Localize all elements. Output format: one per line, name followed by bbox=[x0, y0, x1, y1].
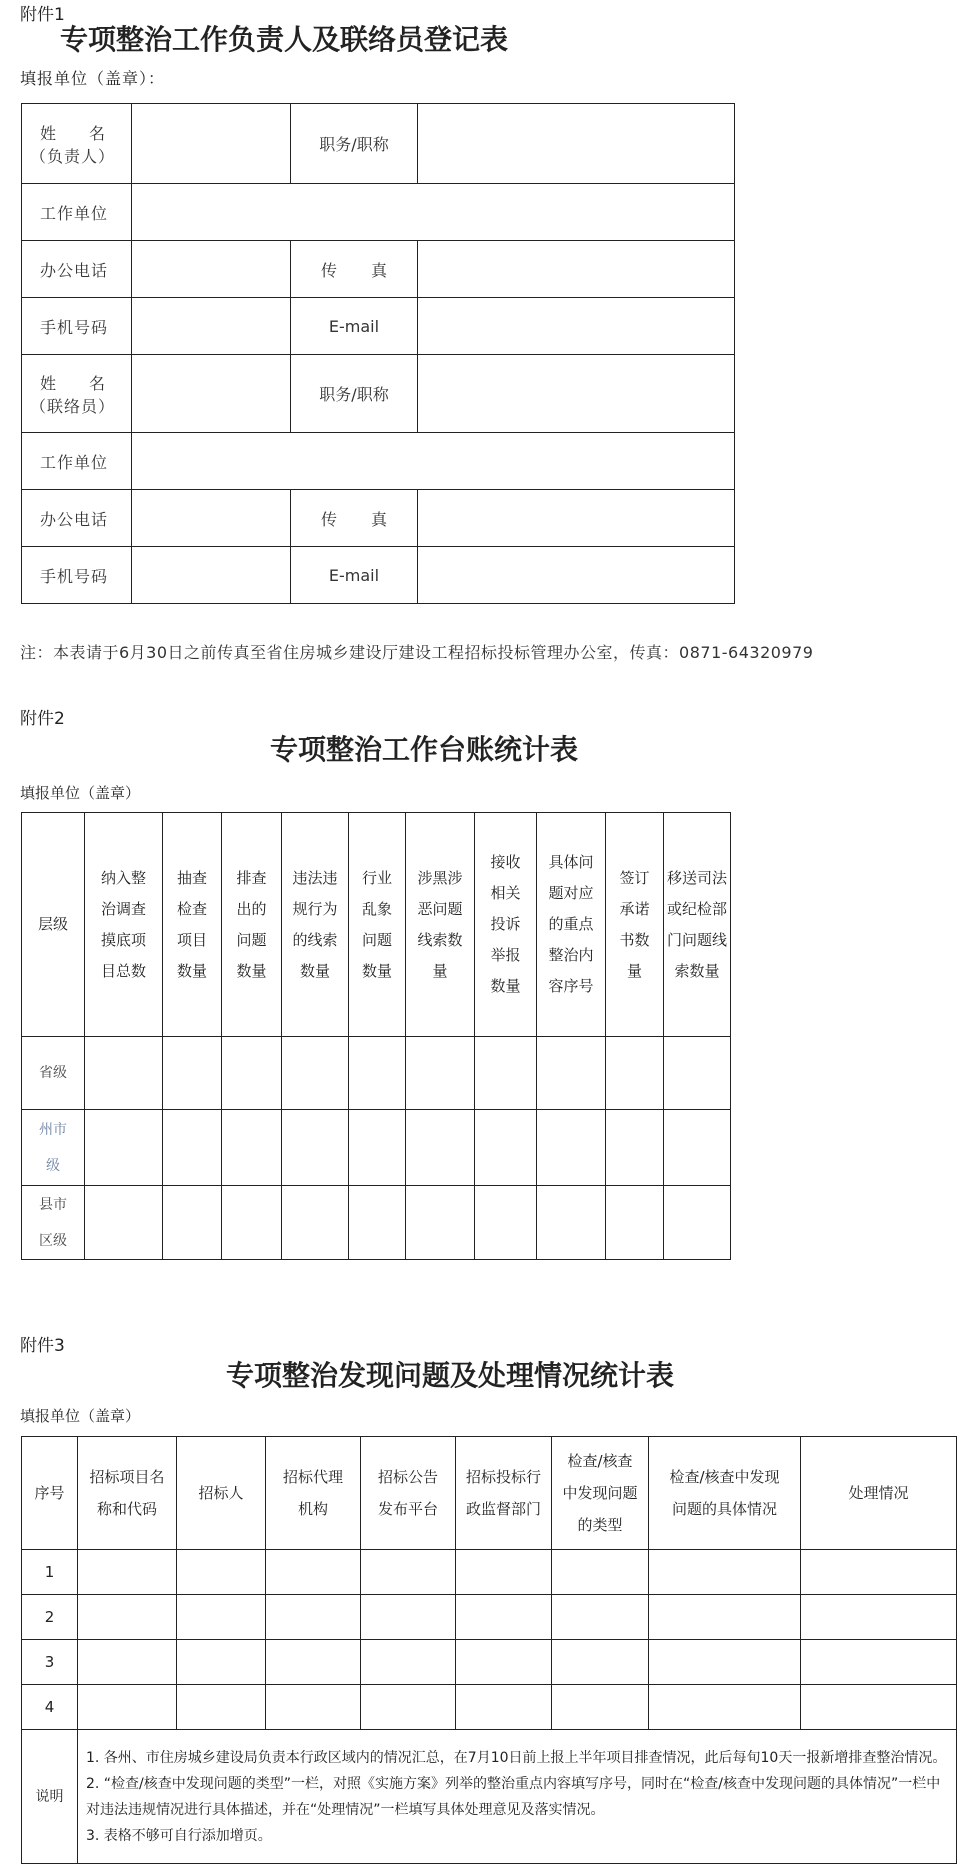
ledger-row-prefecture: 州市级 bbox=[22, 1110, 85, 1186]
liaison-email-cell bbox=[418, 547, 735, 604]
problems-table bbox=[21, 1436, 957, 1864]
problems-row-number: 1 bbox=[22, 1550, 78, 1595]
attachment-3-filling-unit: 填报单位（盖章） bbox=[20, 1407, 141, 1425]
liaison-name-cell bbox=[132, 355, 291, 433]
problems-header-number: 序号 bbox=[22, 1437, 78, 1550]
ledger-header-commitments: 签订承诺书数量 bbox=[606, 813, 664, 1037]
attachment-1-filling-unit: 填报单位（盖章）： bbox=[20, 69, 166, 88]
leader-email-label: E-mail bbox=[291, 298, 418, 355]
problems-header-platform: 招标公告发布平台 bbox=[361, 1437, 456, 1550]
leader-mobile-label: 手机号码 bbox=[22, 298, 132, 355]
leader-mobile-cell bbox=[132, 298, 291, 355]
leader-fax-cell bbox=[418, 241, 735, 298]
liaison-fax-cell bbox=[418, 490, 735, 547]
attachment-2-filling-unit: 填报单位（盖章） bbox=[20, 784, 141, 802]
liaison-email-label: E-mail bbox=[291, 547, 418, 604]
ledger-header-transferred-clues: 移送司法或纪检部门问题线索数量 bbox=[664, 813, 731, 1037]
leader-fax-label: 传 真 bbox=[291, 241, 418, 298]
liaison-office-phone-cell bbox=[132, 490, 291, 547]
liaison-position-cell bbox=[418, 355, 735, 433]
ledger-header-inspected-projects: 抽查检查项目数量 bbox=[163, 813, 222, 1037]
liaison-mobile-label: 手机号码 bbox=[22, 547, 132, 604]
ledger-header-industry-chaos: 行业乱象问题数量 bbox=[349, 813, 406, 1037]
ledger-table bbox=[21, 812, 731, 1260]
liaison-work-unit-label: 工作单位 bbox=[22, 433, 132, 490]
attachment-2-title: 专项整治工作台账统计表 bbox=[270, 733, 579, 766]
ledger-header-total-projects: 纳入整治调查摸底项目总数 bbox=[85, 813, 163, 1037]
liaison-position-label: 职务/职称 bbox=[291, 355, 418, 433]
liaison-name-label: 姓 名 （联络员） bbox=[22, 355, 132, 433]
liaison-mobile-cell bbox=[132, 547, 291, 604]
leader-office-phone-label: 办公电话 bbox=[22, 241, 132, 298]
ledger-header-problems-found: 排查出的问题数量 bbox=[222, 813, 282, 1037]
problems-header-tenderer: 招标人 bbox=[177, 1437, 266, 1550]
note-line-3: 3. 表格不够可自行添加增页。 bbox=[86, 1827, 272, 1844]
leader-name-label: 姓 名 （负责人） bbox=[22, 104, 132, 184]
attachment-3-tag: 附件3 bbox=[20, 1336, 65, 1356]
liaison-office-phone-label: 办公电话 bbox=[22, 490, 132, 547]
note-line-1: 1. 各州、市住房城乡建设局负责本行政区域内的情况汇总，在7月10日前上报上半年项目排查情况，此后每旬10天一报新增排查整治情况。 bbox=[86, 1749, 947, 1766]
note-line-2: 2. “检查/核查中发现问题的类型”一栏，对照《实施方案》列举的整治重点内容填写序号，同时在“检查/核查中发现问题的具体情况”一栏中对违法违规情况进行具体描述，并在“处理情况”一栏填写具体处理意见及落实情况。 bbox=[86, 1775, 941, 1818]
problems-row-number: 2 bbox=[22, 1595, 78, 1640]
registration-table bbox=[21, 103, 735, 604]
problems-header-handling: 处理情况 bbox=[801, 1437, 957, 1550]
problems-header-problem-type: 检查/核查中发现问题的类型 bbox=[552, 1437, 649, 1550]
leader-work-unit-cell bbox=[132, 184, 735, 241]
attachment-1-note: 注：本表请于6月30日之前传真至省住房城乡建设厅建设工程招标投标管理办公室，传真：0871-64320979 bbox=[20, 643, 814, 662]
ledger-header-content-number: 具体问题对应的重点整治内容序号 bbox=[537, 813, 606, 1037]
problems-header-agency: 招标代理机构 bbox=[266, 1437, 361, 1550]
ledger-row-province: 省级 bbox=[22, 1037, 85, 1110]
problems-row-number: 3 bbox=[22, 1640, 78, 1685]
attachment-2-tag: 附件2 bbox=[20, 709, 65, 729]
problems-header-supervisor: 招标投标行政监督部门 bbox=[456, 1437, 552, 1550]
leader-position-cell bbox=[418, 104, 735, 184]
ledger-header-gang-clues: 涉黑涉恶问题线索数量 bbox=[406, 813, 475, 1037]
attachment-1-title: 专项整治工作负责人及联络员登记表 bbox=[60, 23, 509, 56]
liaison-work-unit-cell bbox=[132, 433, 735, 490]
problems-header-project: 招标项目名称和代码 bbox=[78, 1437, 177, 1550]
problems-header-problem-details: 检查/核查中发现问题的具体情况 bbox=[649, 1437, 801, 1550]
leader-email-cell bbox=[418, 298, 735, 355]
problems-note-label: 说明 bbox=[22, 1730, 78, 1864]
problems-note-content bbox=[78, 1730, 957, 1864]
ledger-row-county: 县市区级 bbox=[22, 1186, 85, 1260]
attachment-3-title: 专项整治发现问题及处理情况统计表 bbox=[226, 1359, 675, 1392]
leader-work-unit-label: 工作单位 bbox=[22, 184, 132, 241]
liaison-fax-label: 传 真 bbox=[291, 490, 418, 547]
leader-name-cell bbox=[132, 104, 291, 184]
attachment-1-tag: 附件1 bbox=[20, 5, 65, 25]
ledger-header-violation-clues: 违法违规行为的线索数量 bbox=[282, 813, 349, 1037]
leader-office-phone-cell bbox=[132, 241, 291, 298]
ledger-header-complaints: 接收相关投诉举报数量 bbox=[475, 813, 537, 1037]
ledger-header-level: 层级 bbox=[22, 813, 85, 1037]
problems-row-number: 4 bbox=[22, 1685, 78, 1730]
leader-position-label: 职务/职称 bbox=[291, 104, 418, 184]
